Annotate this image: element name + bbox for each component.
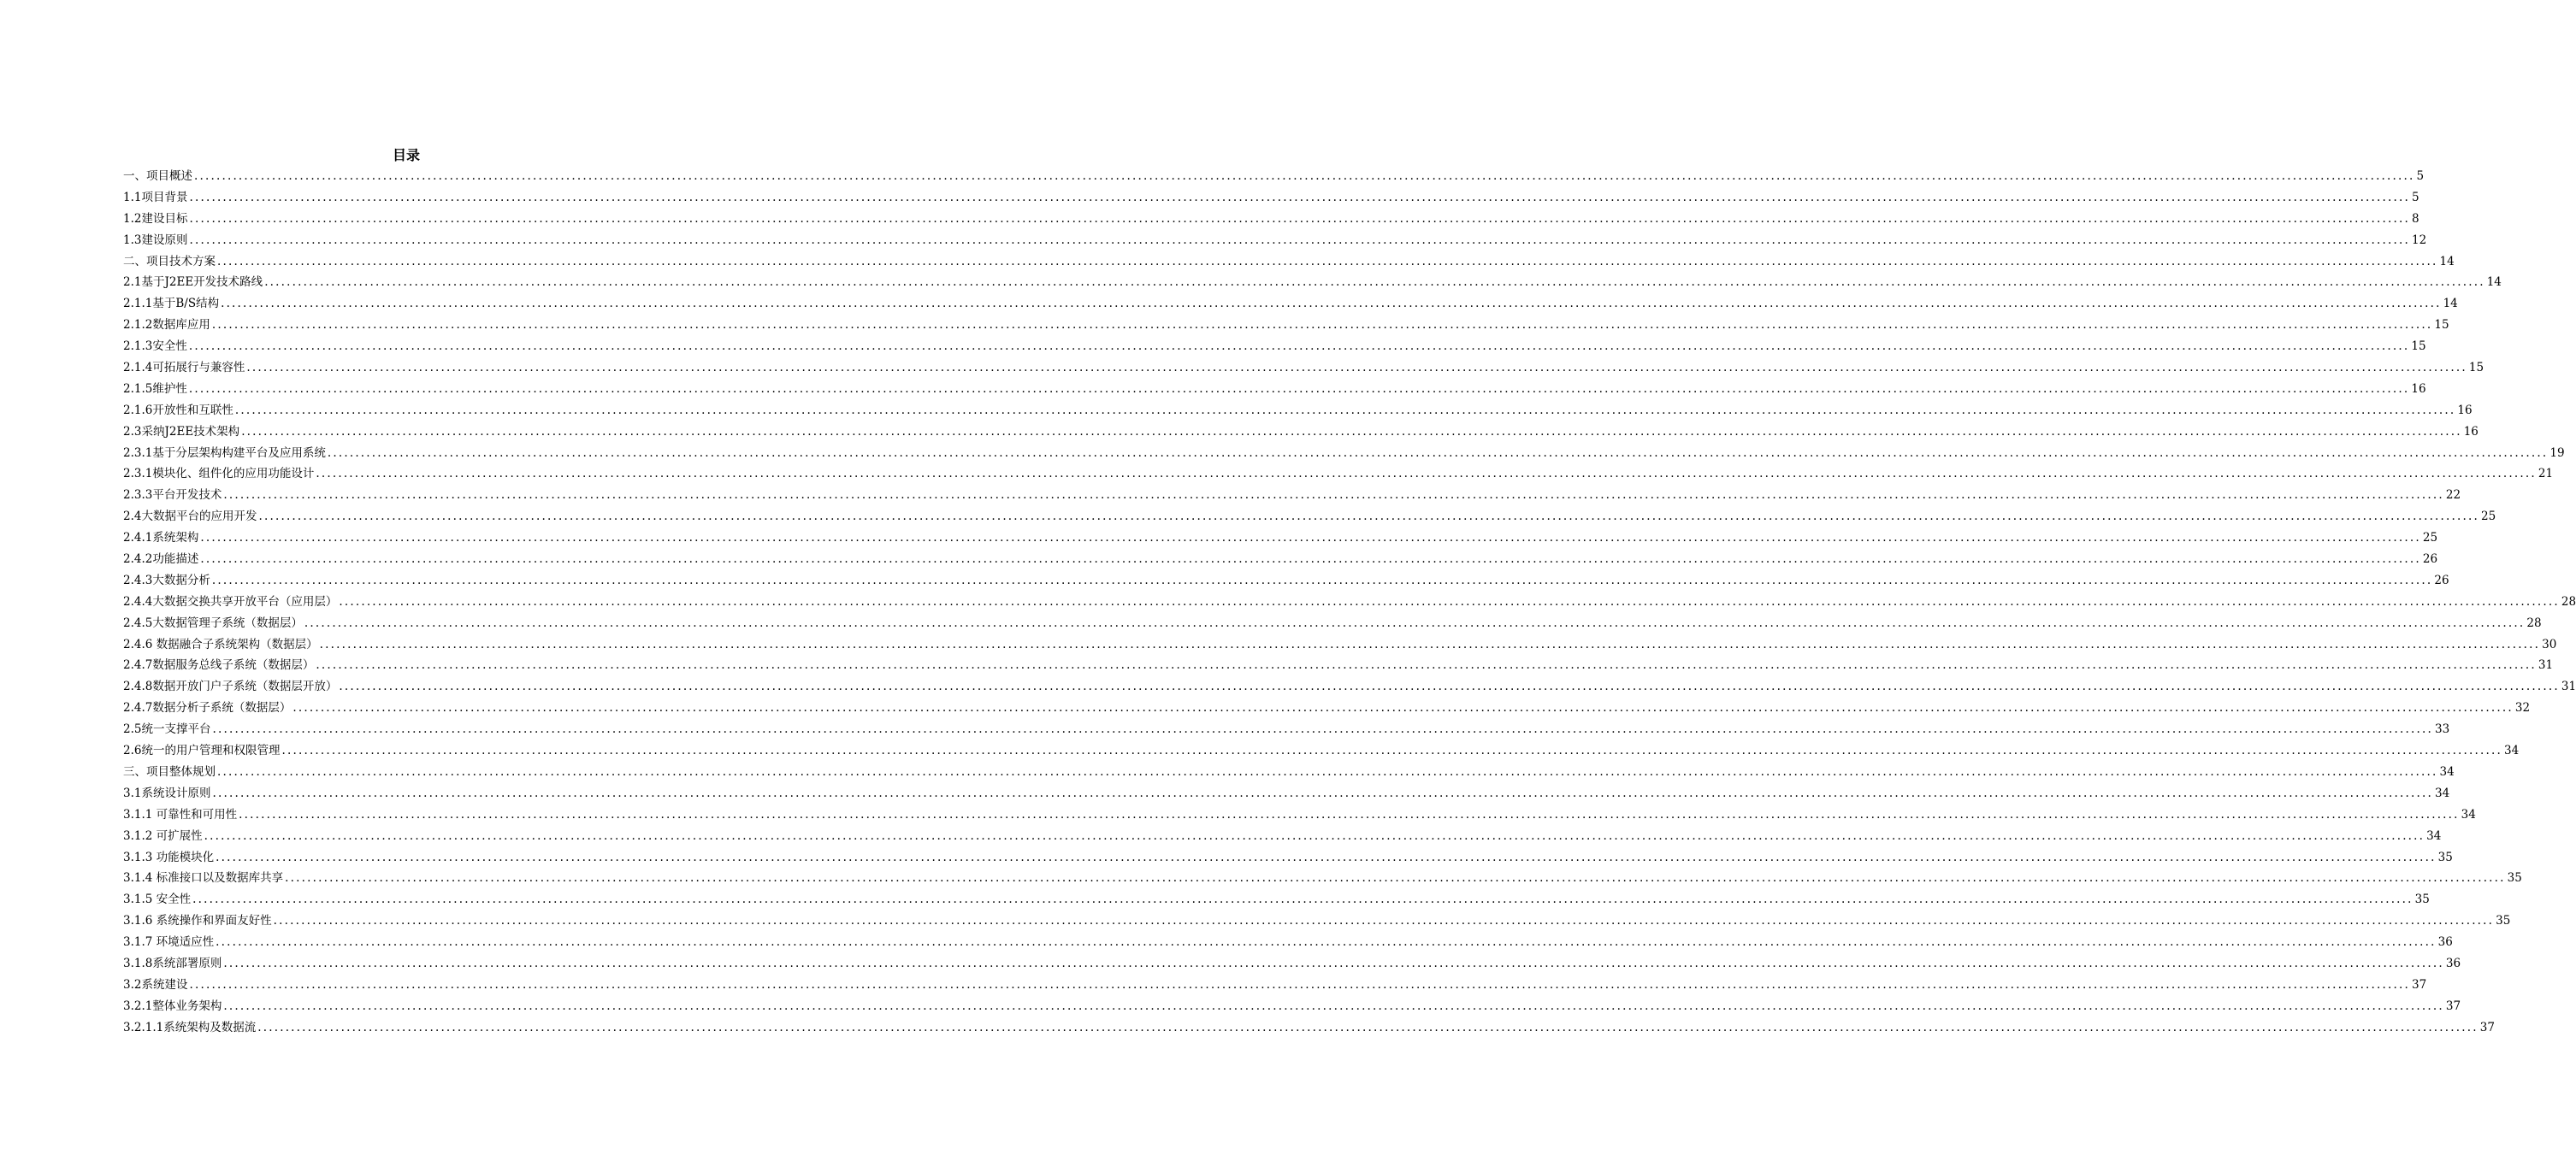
toc-entry-page-number: 5 — [2416, 169, 2425, 183]
toc-entry-label: 3.1.4 标准接口以及数据库共享 — [123, 871, 284, 886]
toc-dot-leader: ................................................................................................................................................................................................................................................................................................................................................................................................................ — [257, 1020, 2479, 1034]
toc-entry[interactable] — [123, 975, 2427, 996]
toc-entry-page-number: 37 — [2412, 977, 2427, 992]
toc-entry-label: 2.1.5维护性 — [123, 381, 187, 396]
toc-dot-leader: ................................................................................................................................................................................................................................................................................................................................................................................................................ — [281, 744, 2502, 758]
toc-entry[interactable] — [123, 400, 2473, 421]
toc-entry-page-number: 30 — [2542, 637, 2557, 651]
toc-entry[interactable] — [123, 166, 2425, 187]
toc-entry-page-number: 14 — [2486, 275, 2502, 290]
toc-entry-page-number: 26 — [2422, 552, 2438, 567]
toc-entry[interactable] — [123, 506, 2496, 527]
toc-entry-label: 2.4大数据平台的应用开发 — [123, 510, 257, 524]
toc-entry-page-number: 34 — [2426, 828, 2442, 843]
toc-entry[interactable] — [123, 549, 2438, 570]
toc-entry[interactable] — [123, 676, 2576, 698]
toc-dot-leader: ................................................................................................................................................................................................................................................................................................................................................................................................................ — [188, 381, 2410, 396]
toc-dot-leader: ................................................................................................................................................................................................................................................................................................................................................................................................................ — [212, 786, 2433, 800]
toc-dot-leader: ................................................................................................................................................................................................................................................................................................................................................................................................................ — [285, 871, 2506, 886]
toc-entry-label: 2.4.5大数据管理子系统（数据层） — [123, 616, 303, 630]
toc-dot-leader: ................................................................................................................................................................................................................................................................................................................................................................................................................ — [246, 361, 2467, 375]
toc-entry[interactable] — [123, 230, 2427, 251]
toc-dot-leader: ................................................................................................................................................................................................................................................................................................................................................................................................................ — [216, 850, 2437, 864]
toc-dot-leader: ................................................................................................................................................................................................................................................................................................................................................................................................................ — [189, 977, 2410, 992]
toc-entry[interactable] — [123, 592, 2576, 613]
toc-entry-label: 2.3.1模块化、组件化的应用功能设计 — [123, 467, 315, 481]
toc-entry-label: 3.1.8系统部署原则 — [123, 956, 222, 970]
toc-entry-page-number: 19 — [2549, 445, 2565, 460]
toc-dot-leader: ................................................................................................................................................................................................................................................................................................................................................................................................................ — [189, 233, 2410, 247]
toc-entry[interactable] — [123, 910, 2511, 932]
toc-dot-leader: ................................................................................................................................................................................................................................................................................................................................................................................................................ — [223, 999, 2444, 1013]
toc-dot-leader: ................................................................................................................................................................................................................................................................................................................................................................................................................ — [211, 573, 2433, 587]
toc-entry-label: 2.4.6 数据融合子系统架构（数据层） — [123, 637, 318, 651]
toc-entry-label: 2.4.1系统架构 — [123, 531, 199, 545]
toc-dot-leader: ................................................................................................................................................................................................................................................................................................................................................................................................................ — [264, 275, 2485, 290]
toc-dot-leader: ................................................................................................................................................................................................................................................................................................................................................................................................................ — [189, 211, 2410, 226]
toc-dot-leader: ................................................................................................................................................................................................................................................................................................................................................................................................................ — [216, 935, 2437, 950]
toc-entry-page-number: 8 — [2412, 211, 2419, 226]
toc-entry-page-number: 16 — [2463, 424, 2479, 439]
toc-entry-page-number: 31 — [2561, 680, 2576, 694]
toc-entry-label: 3.1.3 功能模块化 — [123, 850, 215, 864]
toc-dot-leader: ................................................................................................................................................................................................................................................................................................................................................................................................................ — [258, 510, 2479, 524]
toc-entry-label: 2.3采纳J2EE技术架构 — [123, 424, 240, 439]
toc-entry-page-number: 12 — [2412, 233, 2427, 247]
toc-entry[interactable] — [123, 719, 2450, 740]
toc-entry-page-number: 14 — [2443, 297, 2458, 311]
toc-entry[interactable] — [123, 293, 2458, 315]
toc-entry-label: 3.1.5 安全性 — [123, 893, 192, 907]
toc-entry[interactable] — [123, 932, 2453, 953]
toc-dot-leader: ................................................................................................................................................................................................................................................................................................................................................................................................................ — [319, 637, 2541, 651]
toc-entry[interactable] — [123, 357, 2484, 379]
toc-entry-page-number: 28 — [2561, 594, 2576, 609]
toc-entry-page-number: 16 — [2457, 403, 2473, 417]
toc-entry[interactable] — [123, 570, 2449, 592]
toc-entry-page-number: 34 — [2461, 807, 2476, 822]
toc-entry[interactable] — [123, 762, 2455, 783]
toc-entry-page-number: 28 — [2526, 616, 2542, 630]
toc-entry-label: 2.4.8数据开放门户子系统（数据层开放） — [123, 680, 338, 694]
toc-entry-label: 3.1.1 可靠性和可用性 — [123, 807, 238, 822]
toc-dot-leader: ................................................................................................................................................................................................................................................................................................................................................................................................................ — [339, 680, 2560, 694]
toc-entry-label: 2.1.2数据库应用 — [123, 318, 210, 333]
toc-dot-leader: ................................................................................................................................................................................................................................................................................................................................................................................................................ — [217, 764, 2438, 779]
toc-entry-label: 2.6统一的用户管理和权限管理 — [123, 744, 281, 758]
toc-entry-page-number: 35 — [2507, 871, 2522, 886]
toc-entry[interactable] — [123, 634, 2557, 656]
toc-entry-label: 1.3建设原则 — [123, 233, 188, 247]
toc-entry-label: 一、项目概述 — [123, 169, 192, 183]
toc-entry-page-number: 35 — [2496, 914, 2511, 928]
toc-entry-page-number: 32 — [2514, 701, 2531, 716]
toc-entry-label: 3.1.2 可扩展性 — [123, 828, 203, 843]
toc-dot-leader: ................................................................................................................................................................................................................................................................................................................................................................................................................ — [194, 169, 2415, 183]
toc-title: 目录 — [392, 147, 420, 163]
toc-entry[interactable] — [123, 996, 2461, 1017]
toc-entry-label: 2.1.6开放性和互联性 — [123, 403, 233, 417]
toc-entry-label: 2.4.3大数据分析 — [123, 573, 210, 587]
toc-entry[interactable] — [123, 698, 2531, 719]
toc-entry[interactable] — [123, 655, 2554, 676]
toc-entry-label: 2.4.7数据分析子系统（数据层） — [123, 701, 292, 716]
toc-entry-page-number: 34 — [2504, 744, 2520, 758]
toc-entry-page-number: 5 — [2412, 190, 2419, 204]
toc-dot-leader: ................................................................................................................................................................................................................................................................................................................................................................................................................ — [273, 914, 2495, 928]
toc-dot-leader: ................................................................................................................................................................................................................................................................................................................................................................................................................ — [223, 488, 2444, 503]
toc-entry-label: 三、项目整体规划 — [123, 764, 216, 779]
toc-entry-label: 2.3.3平台开发技术 — [123, 488, 222, 503]
toc-entry-label: 1.1项目背景 — [123, 190, 188, 204]
toc-entry-label: 3.1.6 系统操作和界面友好性 — [123, 914, 272, 928]
toc-entry-page-number: 15 — [2411, 339, 2426, 354]
toc-dot-leader: ................................................................................................................................................................................................................................................................................................................................................................................................................ — [221, 297, 2442, 311]
toc-entry-label: 2.1.1基于B/S结构 — [123, 297, 220, 311]
toc-entry-page-number: 34 — [2435, 786, 2450, 800]
toc-entry[interactable] — [123, 315, 2449, 336]
toc-entry-label: 2.1基于J2EE开发技术路线 — [123, 275, 263, 290]
toc-entry[interactable] — [123, 187, 2419, 209]
toc-entry-label: 2.1.4可拓展行与兼容性 — [123, 361, 245, 375]
toc-entry[interactable] — [123, 953, 2461, 975]
toc-entry-label: 2.4.2功能描述 — [123, 552, 199, 567]
toc-dot-leader: ................................................................................................................................................................................................................................................................................................................................................................................................................ — [192, 893, 2414, 907]
toc-entry[interactable] — [123, 527, 2438, 549]
toc-dot-leader: ................................................................................................................................................................................................................................................................................................................................................................................................................ — [304, 616, 2526, 630]
toc-entry-page-number: 16 — [2411, 381, 2426, 396]
toc-dot-leader: ................................................................................................................................................................................................................................................................................................................................................................................................................ — [327, 445, 2549, 460]
toc-entry-page-number: 14 — [2439, 254, 2455, 268]
toc-entry[interactable] — [123, 1017, 2495, 1039]
toc-dot-leader: ................................................................................................................................................................................................................................................................................................................................................................................................................ — [204, 828, 2425, 843]
toc-dot-leader: ................................................................................................................................................................................................................................................................................................................................................................................................................ — [200, 552, 2421, 567]
toc-entry[interactable] — [123, 379, 2426, 400]
toc-entry-label: 3.2.1.1系统架构及数据流 — [123, 1020, 257, 1034]
toc-dot-leader: ................................................................................................................................................................................................................................................................................................................................................................................................................ — [234, 403, 2456, 417]
toc-dot-leader: ................................................................................................................................................................................................................................................................................................................................................................................................................ — [241, 424, 2462, 439]
toc-dot-leader: ................................................................................................................................................................................................................................................................................................................................................................................................................ — [200, 531, 2421, 545]
toc-dot-leader: ................................................................................................................................................................................................................................................................................................................................................................................................................ — [217, 254, 2438, 268]
toc-entry[interactable] — [123, 804, 2476, 826]
toc-entry-label: 3.1.7 环境适应性 — [123, 935, 215, 950]
toc-dot-leader: ................................................................................................................................................................................................................................................................................................................................................................................................................ — [212, 722, 2433, 737]
toc-entry[interactable] — [123, 463, 2554, 485]
toc-entry[interactable] — [123, 740, 2520, 762]
toc-entry-page-number: 26 — [2434, 573, 2449, 587]
toc-dot-leader: ................................................................................................................................................................................................................................................................................................................................................................................................................ — [339, 594, 2560, 609]
toc-entry[interactable] — [123, 868, 2522, 889]
toc-entry-label: 2.1.3安全性 — [123, 339, 187, 354]
toc-entry-page-number: 37 — [2479, 1020, 2495, 1034]
toc-entry-label: 3.2系统建设 — [123, 977, 188, 992]
toc-entry[interactable] — [123, 613, 2542, 634]
toc-dot-leader: ................................................................................................................................................................................................................................................................................................................................................................................................................ — [239, 807, 2460, 822]
toc-entry-page-number: 37 — [2445, 999, 2461, 1013]
toc-entry-label: 3.2.1整体业务架构 — [123, 999, 222, 1013]
toc-dot-leader: ................................................................................................................................................................................................................................................................................................................................................................................................................ — [316, 658, 2537, 673]
toc-entry[interactable] — [123, 272, 2502, 293]
toc-entry[interactable] — [123, 826, 2442, 847]
table-of-contents — [123, 166, 2576, 1039]
toc-entry-page-number: 31 — [2538, 658, 2554, 673]
toc-entry[interactable] — [123, 251, 2455, 273]
toc-entry[interactable] — [123, 336, 2426, 357]
toc-entry-label: 2.4.7数据服务总线子系统（数据层） — [123, 658, 315, 673]
toc-entry-page-number: 25 — [2481, 510, 2496, 524]
toc-entry-page-number: 36 — [2445, 956, 2461, 970]
toc-entry[interactable] — [123, 847, 2453, 869]
toc-dot-leader: ................................................................................................................................................................................................................................................................................................................................................................................................................ — [223, 956, 2444, 970]
toc-dot-leader: ................................................................................................................................................................................................................................................................................................................................................................................................................ — [189, 190, 2410, 204]
toc-entry-page-number: 35 — [2437, 850, 2453, 864]
toc-entry-page-number: 35 — [2414, 893, 2430, 907]
toc-entry[interactable] — [123, 443, 2565, 464]
toc-dot-leader: ................................................................................................................................................................................................................................................................................................................................................................................................................ — [316, 467, 2537, 481]
toc-entry-page-number: 34 — [2439, 764, 2455, 779]
toc-entry-label: 1.2建设目标 — [123, 211, 188, 226]
toc-entry-page-number: 21 — [2538, 467, 2554, 481]
toc-entry[interactable] — [123, 209, 2419, 230]
toc-entry-page-number: 25 — [2422, 531, 2438, 545]
toc-dot-leader: ................................................................................................................................................................................................................................................................................................................................................................................................................ — [188, 339, 2410, 354]
toc-entry-label: 3.1系统设计原则 — [123, 786, 211, 800]
toc-entry-label: 二、项目技术方案 — [123, 254, 216, 268]
toc-entry-label: 2.4.4大数据交换共享开放平台（应用层） — [123, 594, 338, 609]
toc-entry-label: 2.3.1基于分层架构构建平台及应用系统 — [123, 445, 326, 460]
toc-entry-page-number: 15 — [2434, 318, 2449, 333]
toc-dot-leader: ................................................................................................................................................................................................................................................................................................................................................................................................................ — [292, 701, 2514, 716]
toc-entry[interactable] — [123, 889, 2430, 910]
toc-entry[interactable] — [123, 783, 2450, 804]
toc-entry[interactable] — [123, 421, 2479, 443]
toc-entry[interactable] — [123, 485, 2461, 506]
toc-entry-label: 2.5统一支撑平台 — [123, 722, 211, 737]
toc-entry-page-number: 15 — [2468, 361, 2484, 375]
toc-dot-leader: ................................................................................................................................................................................................................................................................................................................................................................................................................ — [211, 318, 2433, 333]
toc-entry-page-number: 22 — [2445, 488, 2461, 503]
toc-entry-page-number: 36 — [2437, 935, 2453, 950]
toc-entry-page-number: 33 — [2435, 722, 2450, 737]
